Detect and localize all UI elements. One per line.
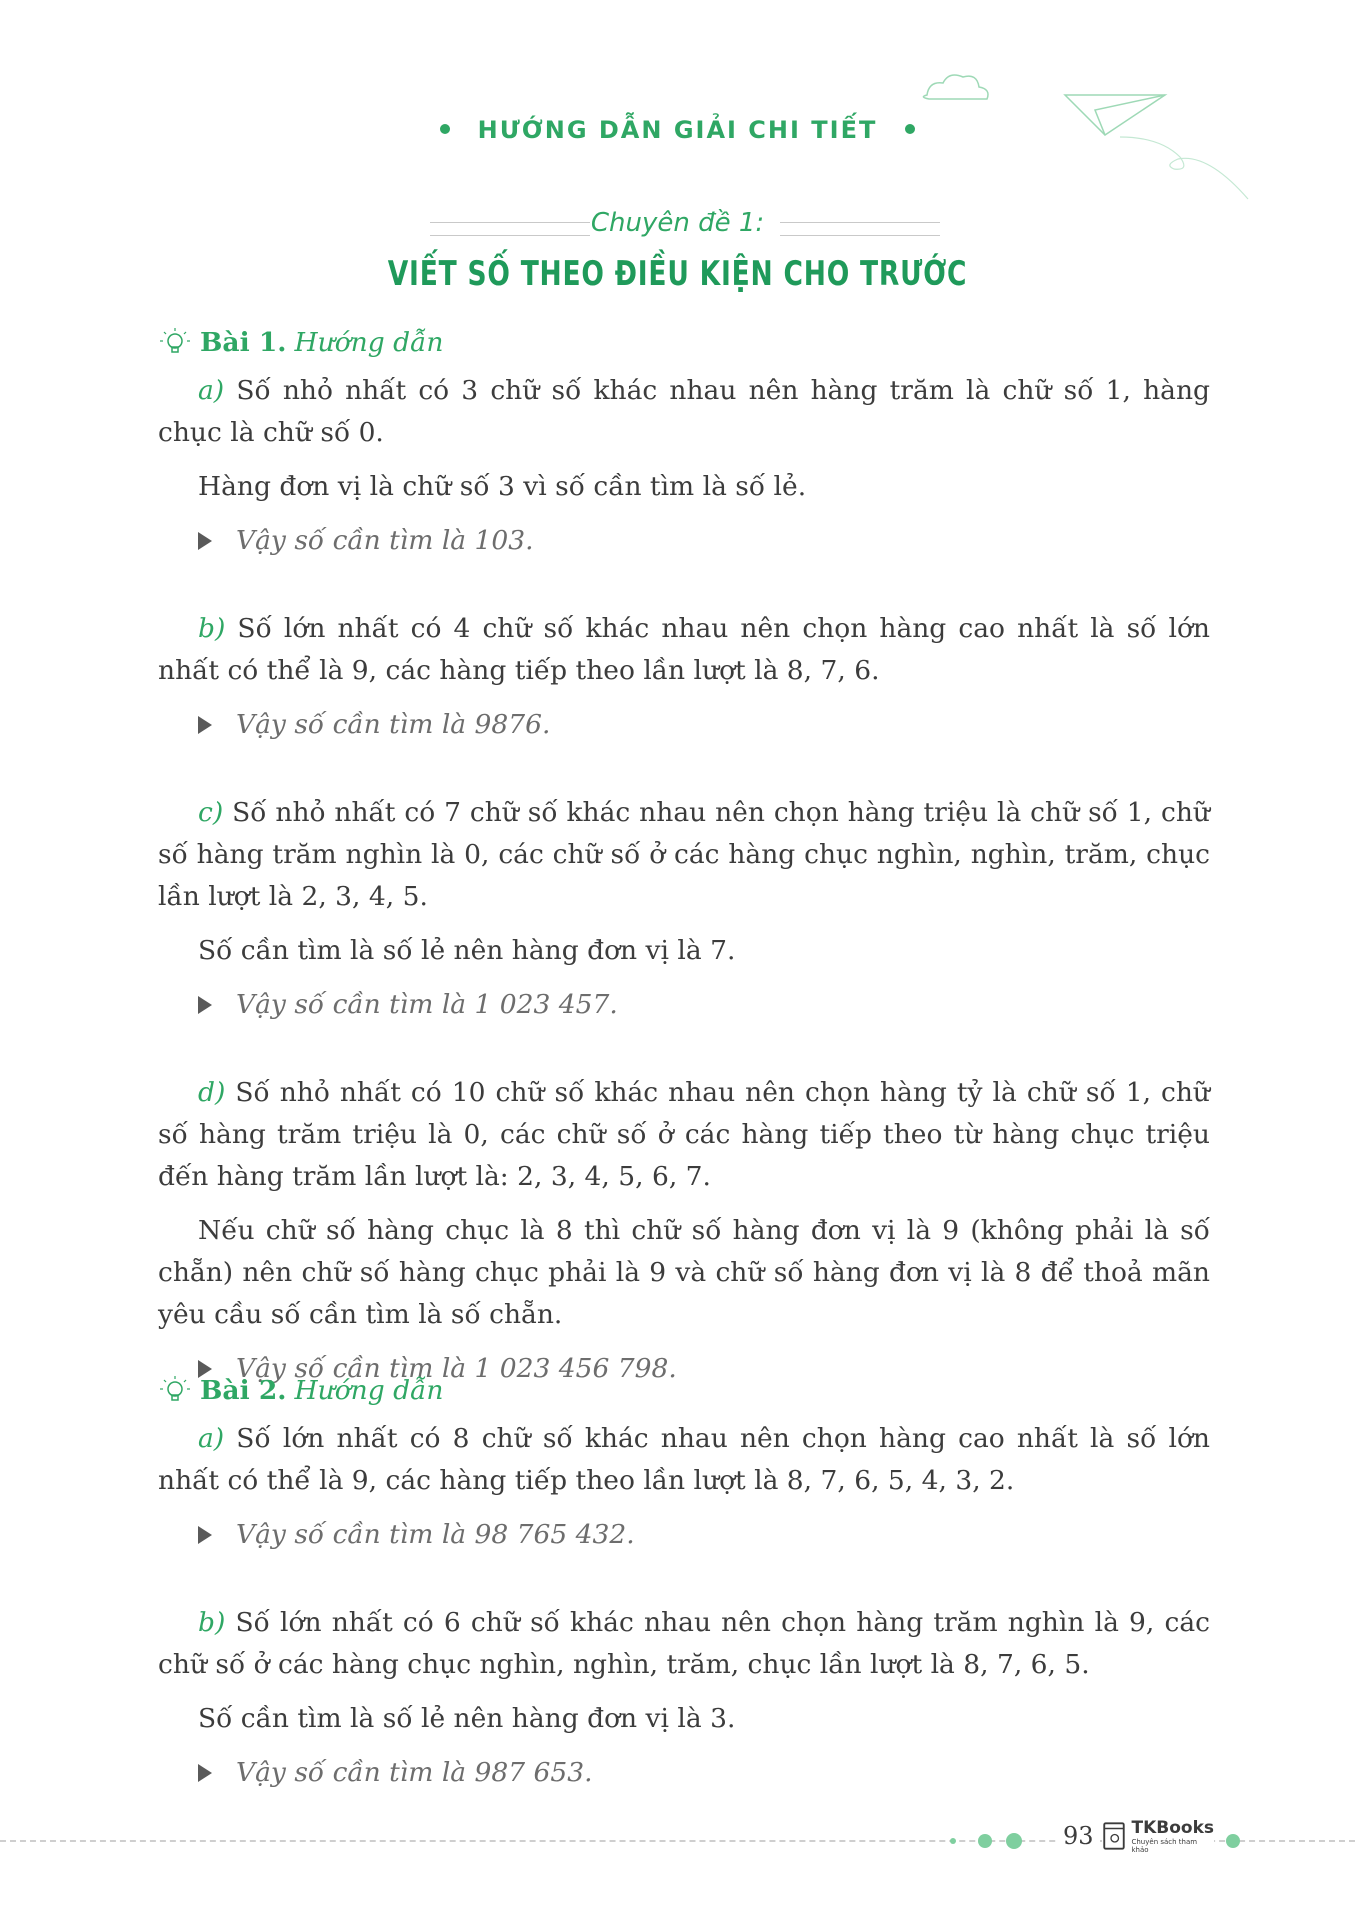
- answer-line: [198, 520, 1210, 562]
- brand-name: TKBooks: [1131, 1818, 1214, 1838]
- paragraph: [158, 370, 1210, 454]
- page-number: 93: [1057, 1822, 1100, 1850]
- arrow-right-icon: [198, 1526, 212, 1544]
- paragraph-text: Số lớn nhất có 6 chữ số khác nhau nên chọn hàng trăm nghìn là 9, các chữ số ở các hàng chục nghìn, nghìn, trăm, chục lần lượt là 8, 7, 6, 5.: [158, 1607, 1210, 1680]
- arrow-right-icon: [198, 996, 212, 1014]
- answer-text: Vậy số cần tìm là 1 023 456 798.: [236, 1353, 677, 1384]
- paragraph-text: Số nhỏ nhất có 3 chữ số khác nhau nên hàng trăm là chữ số 1, hàng chục là chữ số 0.: [158, 375, 1210, 448]
- answer-line: [198, 984, 1210, 1026]
- book-icon: [1102, 1816, 1127, 1856]
- lightbulb-icon: [158, 1374, 192, 1408]
- paragraph: Hàng đơn vị là chữ số 3 vì số cần tìm là số lẻ.: [198, 471, 807, 502]
- answer-line: [198, 704, 1210, 746]
- exercise-heading: [158, 322, 1210, 364]
- paragraph: [158, 1418, 1210, 1502]
- footer-dot-icon: [978, 1834, 992, 1848]
- guide-label: Hướng dẫn: [294, 327, 444, 358]
- arrow-right-icon: [198, 716, 212, 734]
- footer-dot-icon: [1006, 1833, 1022, 1849]
- paragraph: [158, 792, 1210, 918]
- paragraph-text: Số lớn nhất có 4 chữ số khác nhau nên chọn hàng cao nhất là số lớn nhất có thể là 9, các hàng tiếp theo lần lượt là 8, 7, 6.: [158, 613, 1210, 686]
- part-label: b): [198, 613, 226, 644]
- paragraph-text: Số nhỏ nhất có 7 chữ số khác nhau nên chọn hàng triệu là chữ số 1, chữ số hàng trăm nghìn là 0, các chữ số ở các hàng chục nghìn, nghìn, trăm, chục lần lượt là 2, 3, 4, 5.: [158, 797, 1210, 912]
- exercise-1: [158, 322, 1210, 1436]
- guide-label: Hướng dẫn: [294, 1375, 444, 1406]
- answer-line: [198, 1514, 1210, 1556]
- arrow-right-icon: [198, 532, 212, 550]
- bullet-dot-icon: [440, 124, 450, 134]
- answer-text: Vậy số cần tìm là 987 653.: [236, 1757, 593, 1788]
- answer-text: Vậy số cần tìm là 9876.: [236, 709, 551, 740]
- exercise-label: Bài 2.: [200, 1375, 287, 1406]
- lightbulb-icon: [158, 326, 192, 360]
- brand-tagline: Chuyên sách tham khảo: [1131, 1838, 1198, 1854]
- footer-dot-icon: [950, 1838, 956, 1844]
- exercise-label: Bài 1.: [200, 327, 287, 358]
- paragraph: [158, 1602, 1210, 1686]
- chapter-number: Chuyên đề 1:: [590, 208, 765, 238]
- answer-text: Vậy số cần tìm là 98 765 432.: [236, 1519, 635, 1550]
- arrow-right-icon: [198, 1764, 212, 1782]
- paragraph: Số cần tìm là số lẻ nên hàng đơn vị là 3.: [198, 1703, 736, 1734]
- paragraph: Số cần tìm là số lẻ nên hàng đơn vị là 7.: [198, 935, 736, 966]
- answer-text: Vậy số cần tìm là 1 023 457.: [236, 989, 618, 1020]
- exercise-heading: [158, 1370, 1210, 1412]
- paragraph: [158, 1072, 1210, 1198]
- answer-line: [198, 1752, 1210, 1794]
- part-label: d): [198, 1077, 226, 1108]
- running-header: [0, 116, 1355, 144]
- bullet-dot-icon: [905, 124, 915, 134]
- paragraph-text: Số lớn nhất có 8 chữ số khác nhau nên chọn hàng cao nhất là số lớn nhất có thể là 9, các hàng tiếp theo lần lượt là 8, 7, 6, 5, 4, 3, 2.: [158, 1423, 1210, 1496]
- exercise-2: [158, 1370, 1210, 1840]
- part-label: c): [198, 797, 224, 828]
- part-label: b): [198, 1607, 226, 1638]
- paragraph-text: Số nhỏ nhất có 10 chữ số khác nhau nên chọn hàng tỷ là chữ số 1, chữ số hàng trăm triệu là 0, các chữ số ở các hàng tiếp theo từ hàng chục triệu đến hàng trăm lần lượt là: 2, 3, 4, 5, 6, 7.: [158, 1077, 1210, 1192]
- paragraph: Nếu chữ số hàng chục là 8 thì chữ số hàng đơn vị là 9 (không phải là số chẵn) nên chữ số hàng chục phải là 9 và chữ số hàng đơn vị là 8 để thoả mãn yêu cầu số cần tìm là số chẵn.: [158, 1215, 1210, 1330]
- answer-text: Vậy số cần tìm là 103.: [236, 525, 534, 556]
- paragraph: [158, 608, 1210, 692]
- page-title: VIẾT SỐ THEO ĐIỀU KIỆN CHO TRƯỚC: [387, 254, 968, 294]
- running-title: HƯỚNG DẪN GIẢI CHI TIẾT: [477, 116, 878, 144]
- part-label: a): [198, 1423, 225, 1454]
- brand-logo: [1102, 1812, 1214, 1860]
- footer-dot-icon: [1226, 1834, 1240, 1848]
- chapter-label: [0, 208, 1355, 238]
- part-label: a): [198, 375, 225, 406]
